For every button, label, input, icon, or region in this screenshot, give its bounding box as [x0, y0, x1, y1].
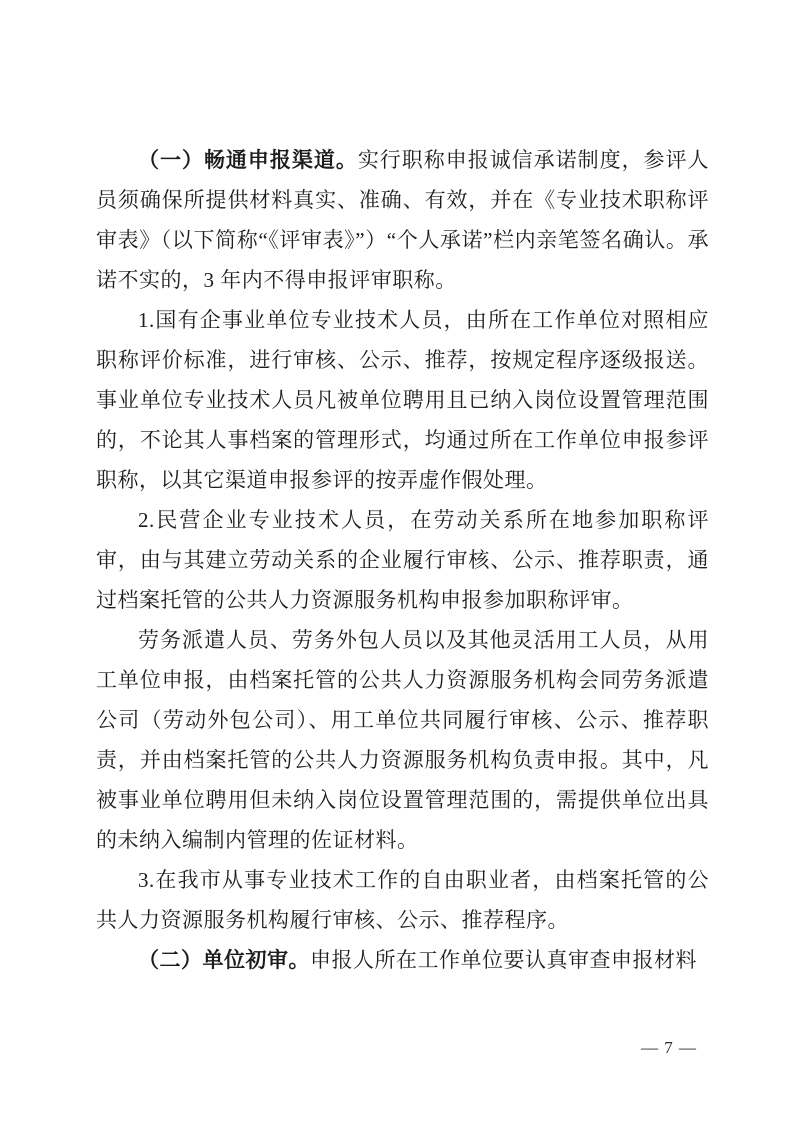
paragraph	[96, 860, 709, 940]
page-number: — 7 —	[641, 1038, 697, 1057]
paragraph-text: 劳务派遣人员、劳务外包人员以及其他灵活用工人员，从用工单位申报，由档案托管的公共人力资源服务机构会同劳务派遣公司（劳动外包公司）、用工单位共同履行审核、公示、推荐职责，并由档案托管的公共人力资源服务机构负责申报。其中，凡被事业单位聘用但未纳入岗位设置管理范围的，需提供单位出具的未纳入编制内管理的佐证材料。	[96, 628, 709, 852]
paragraph-text: 1.国有企事业单位专业技术人员，由所在工作单位对照相应职称评价标准，进行审核、公示、推荐，按规定程序逐级报送。事业单位专业技术人员凡被单位聘用且已纳入岗位设置管理范围的，不论其人事档案的管理形式，均通过所在工作单位申报参评职称，以其它渠道申报参评的按弄虚作假处理。	[96, 308, 709, 492]
paragraph	[96, 940, 709, 980]
paragraph-text: 申报人所在工作单位要认真审查申报材料	[310, 948, 697, 972]
paragraph-lead: （二）单位初审。	[138, 948, 310, 972]
paragraph-text: 2.民营企业专业技术人员，在劳动关系所在地参加职称评审，由与其建立劳动关系的企业履行审核、公示、推荐职责，通过档案托管的公共人力资源服务机构申报参加职称评审。	[96, 508, 709, 612]
paragraph-text: 3.在我市从事专业技术工作的自由职业者，由档案托管的公共人力资源服务机构履行审核、公示、推荐程序。	[96, 868, 709, 932]
paragraph-lead: （一）畅通申报渠道。	[138, 148, 358, 172]
paragraph-text: 实行职称申报诚信承诺制度，参评人员须确保所提供材料真实、准确、有效，并在《专业技术职称评审表》（以下简称“《评审表》”）“个人承诺”栏内亲笔签名确认。承诺不实的，3 年内不得申报评审职称。	[96, 148, 710, 292]
paragraph	[96, 140, 709, 300]
paragraph	[96, 300, 709, 500]
paragraph	[96, 620, 709, 860]
document-body	[96, 140, 709, 980]
paragraph	[96, 500, 709, 620]
